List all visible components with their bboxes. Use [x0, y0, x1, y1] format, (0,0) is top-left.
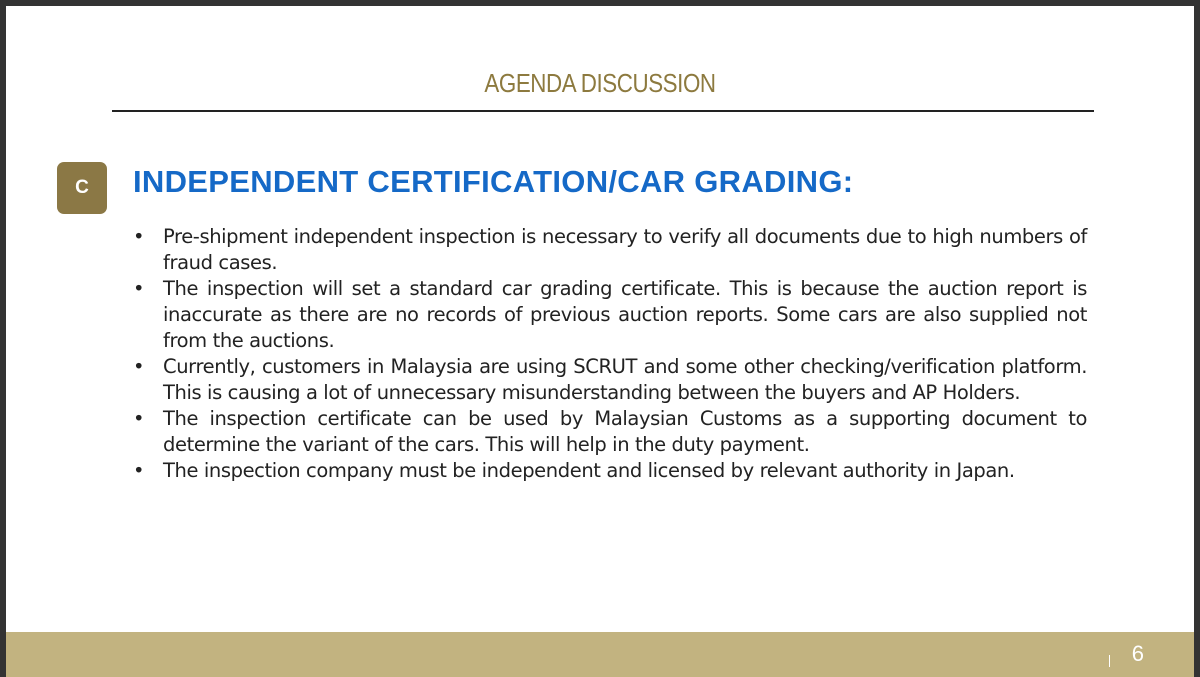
bullet-point: • The inspection will set a standard car grading certificate. This is because the auction report is inaccurate as there are no records of previous auction reports. Some cars are also supplied not from the auctions. [163, 276, 1087, 354]
page-number: 6 [1131, 641, 1144, 666]
bullet-point: • The inspection company must be independent and licensed by relevant authority in Japan. [163, 458, 1087, 484]
slide [6, 6, 1194, 677]
bullet-point: • Currently, customers in Malaysia are using SCRUT and some other checking/verification platform. This is causing a lot of unnecessary misunderstanding between the buyers and AP Holders. [163, 354, 1087, 406]
bullet-point: • The inspection certificate can be used by Malaysian Customs as a supporting document to determine the variant of the cars. This will help in the duty payment. [163, 406, 1087, 458]
title-divider [112, 110, 1094, 112]
section-heading: INDEPENDENT CERTIFICATION/CAR GRADING: [133, 164, 854, 199]
page-number-separator [1109, 655, 1110, 667]
bullet-point: • Pre-shipment independent inspection is necessary to verify all documents due to high numbers of fraud cases. [163, 224, 1087, 276]
bullet-list [163, 224, 1087, 484]
slide-title: AGENDA DISCUSSION [484, 68, 716, 98]
section-badge: C [57, 162, 107, 214]
footer-bar [6, 632, 1194, 677]
